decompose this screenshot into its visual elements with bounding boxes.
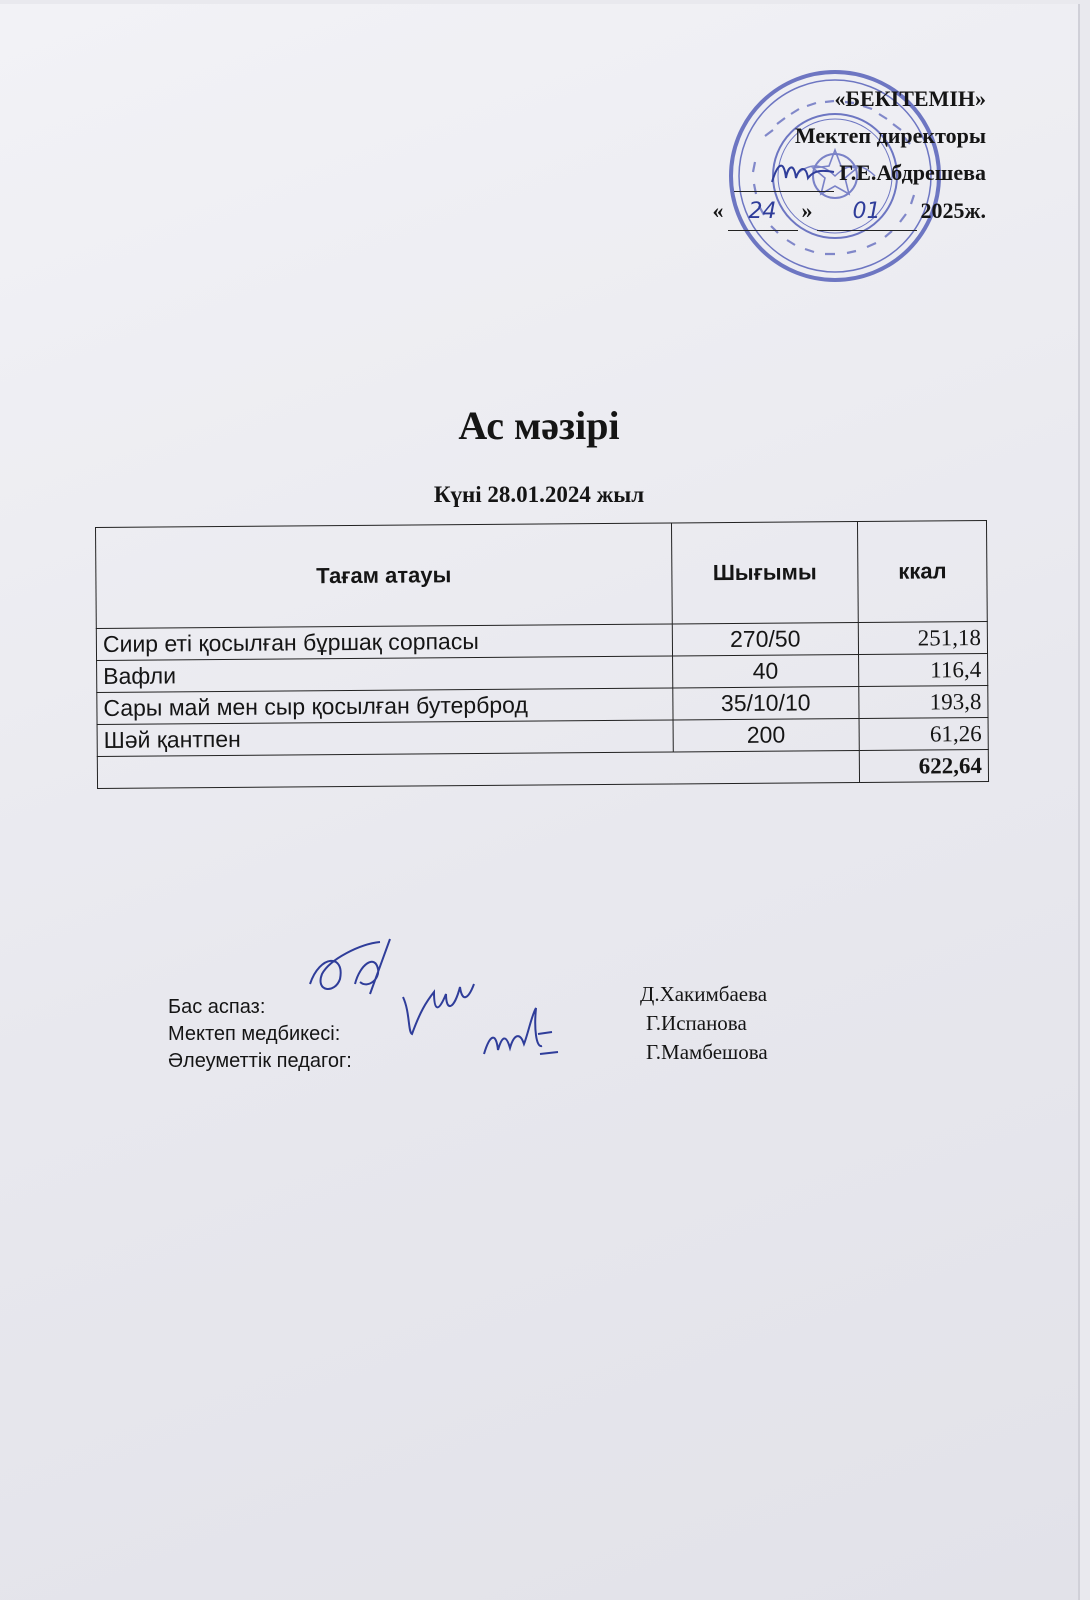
approval-day: 24	[728, 193, 798, 231]
dish-yield: 35/10/10	[672, 687, 859, 720]
header-dish-name: Тағам атауы	[96, 523, 672, 629]
signature-roles	[168, 994, 352, 1075]
header-yield: Шығымы	[671, 522, 858, 624]
approval-quote-close: »	[801, 198, 813, 223]
approval-date-line	[713, 192, 986, 231]
social-pedagogue-signature	[480, 1004, 560, 1064]
signature-names	[640, 980, 768, 1067]
approval-heading: «БЕКІТЕМІН»	[834, 86, 986, 111]
dish-yield: 40	[672, 655, 859, 688]
approval-month: 01	[817, 193, 917, 231]
role-nurse: Мектеп медбикесі:	[168, 1023, 341, 1045]
dish-yield: 200	[673, 719, 860, 752]
dish-name: Сиир еті қосылған бұршақ сорпасы	[96, 624, 672, 661]
name-nurse: Г.Испанова	[646, 1011, 747, 1035]
dish-name: Вафли	[97, 656, 673, 693]
approval-block	[713, 80, 986, 231]
total-kcal: 622,64	[859, 749, 988, 782]
page-date: Күні 28.01.2024 жыл	[433, 482, 645, 507]
dish-kcal: 116,4	[859, 653, 988, 686]
dish-kcal: 193,8	[859, 685, 988, 718]
name-social-pedagogue: Г.Мамбешова	[646, 1040, 768, 1064]
director-signature	[768, 152, 838, 192]
dish-name: Сары май мен сыр қосылған бутерброд	[97, 688, 673, 725]
nurse-signature	[398, 972, 478, 1042]
header-kcal: ккал	[857, 520, 987, 622]
chef-signature	[300, 934, 400, 1004]
name-chef: Д.Хакимбаева	[640, 982, 768, 1006]
menu-table	[95, 520, 989, 789]
total-label-cell	[97, 751, 859, 789]
dish-kcal: 251,18	[858, 621, 987, 654]
table-header-row	[96, 520, 988, 628]
page-title: Ас мәзірі	[458, 403, 620, 448]
dish-kcal: 61,26	[859, 717, 988, 750]
role-chef: Бас аспаз:	[168, 996, 266, 1018]
dish-yield: 270/50	[672, 623, 859, 656]
approval-year: 2025ж.	[920, 198, 986, 223]
approval-director: Г.Е.Абдрешева	[839, 160, 986, 185]
role-social-pedagogue: Әлеуметтік педагог:	[168, 1050, 352, 1072]
approval-director-line	[713, 154, 986, 192]
approval-quote-open: «	[712, 198, 724, 223]
table-total-row	[97, 749, 988, 788]
document-page	[0, 4, 1080, 1600]
approval-position: Мектеп директоры	[794, 123, 986, 148]
dish-name: Шәй қантпен	[97, 720, 673, 757]
